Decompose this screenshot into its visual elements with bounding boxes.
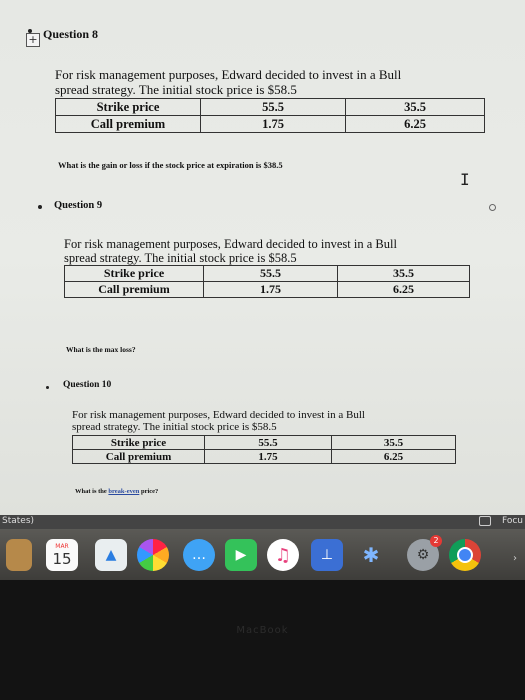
- focus-icon[interactable]: [479, 516, 491, 526]
- maps-icon[interactable]: ▲: [95, 539, 127, 571]
- table-cell: 6.25: [338, 282, 470, 298]
- chrome-icon[interactable]: [449, 539, 481, 571]
- table-cell: 1.75: [204, 282, 338, 298]
- radio-icon[interactable]: [489, 204, 496, 211]
- question-9-title: Question 9: [54, 200, 103, 211]
- question-10-title: Question 10: [63, 380, 112, 390]
- bullet: [38, 205, 42, 209]
- question-9-prompt: What is the max loss?: [66, 345, 136, 354]
- status-bar: [0, 515, 525, 529]
- question-8-prompt: What is the gain or loss if the stock price at expiration is $38.5: [58, 160, 283, 170]
- photos-icon[interactable]: [137, 539, 169, 571]
- question-8-stem: [55, 67, 401, 97]
- table-cell: 6.25: [332, 450, 456, 464]
- keynote-icon[interactable]: ⊥: [311, 539, 343, 571]
- laptop-bezel: [0, 580, 525, 700]
- calendar-month: MAR: [55, 543, 69, 550]
- chevron-right-icon[interactable]: ›: [513, 553, 517, 564]
- table-cell: 55.5: [201, 99, 346, 116]
- messages-icon[interactable]: …: [183, 539, 215, 571]
- system-preferences-icon[interactable]: ⚙: [407, 539, 439, 571]
- prompt-text: price?: [139, 488, 159, 495]
- stem-line-2: spread strategy. The initial stock price is $58.5: [64, 251, 297, 265]
- question-8-table: [55, 98, 485, 133]
- table-cell: Call premium: [56, 116, 201, 133]
- table-cell: Strike price: [73, 436, 205, 450]
- calendar-day: 15: [52, 550, 72, 568]
- table-cell: Call premium: [73, 450, 205, 464]
- table-cell: 35.5: [332, 436, 456, 450]
- facetime-icon[interactable]: ▶: [225, 539, 257, 571]
- table-cell: 55.5: [204, 266, 338, 282]
- notification-badge: 2: [430, 535, 442, 547]
- text-cursor-icon: I: [460, 170, 470, 189]
- table-cell: 35.5: [338, 266, 470, 282]
- table-cell: 6.25: [346, 116, 485, 133]
- table-cell: Call premium: [65, 282, 204, 298]
- stem-line-2: spread strategy. The initial stock price is $58.5: [72, 421, 277, 433]
- question-9-stem: [64, 237, 397, 265]
- focus-label[interactable]: Focu: [501, 516, 523, 526]
- stem-line-1: For risk management purposes, Edward decided to invest in a Bull: [64, 237, 397, 251]
- calendar-icon[interactable]: [46, 539, 78, 571]
- table-cell: 1.75: [205, 450, 332, 464]
- table-cell: 35.5: [346, 99, 485, 116]
- bullet: [46, 386, 49, 389]
- status-left-text: States): [2, 516, 35, 526]
- laptop-brand: MacBook: [236, 625, 289, 636]
- expand-plus-icon[interactable]: +: [26, 33, 40, 47]
- table-cell: 1.75: [201, 116, 346, 133]
- break-even-link[interactable]: break-even: [108, 488, 140, 495]
- table-cell: Strike price: [56, 99, 201, 116]
- stem-line-1: For risk management purposes, Edward decided to invest in a Bull: [55, 67, 402, 82]
- question-10-table: [72, 435, 456, 464]
- question-10-prompt: [75, 488, 158, 495]
- dock: [0, 529, 525, 580]
- stem-line-1: For risk management purposes, Edward decided to invest in a Bull: [72, 409, 365, 421]
- question-10-stem: [72, 409, 365, 433]
- question-8-title: Question 8: [43, 27, 99, 41]
- question-9-table: [64, 265, 470, 298]
- prompt-text: What is the: [75, 488, 109, 495]
- music-icon[interactable]: ♫: [267, 539, 299, 571]
- bluetooth-icon[interactable]: ✱: [362, 543, 380, 567]
- table-cell: 55.5: [205, 436, 332, 450]
- table-cell: Strike price: [65, 266, 204, 282]
- folder-icon[interactable]: [6, 539, 32, 571]
- stem-line-2: spread strategy. The initial stock price is $58.5: [55, 82, 297, 97]
